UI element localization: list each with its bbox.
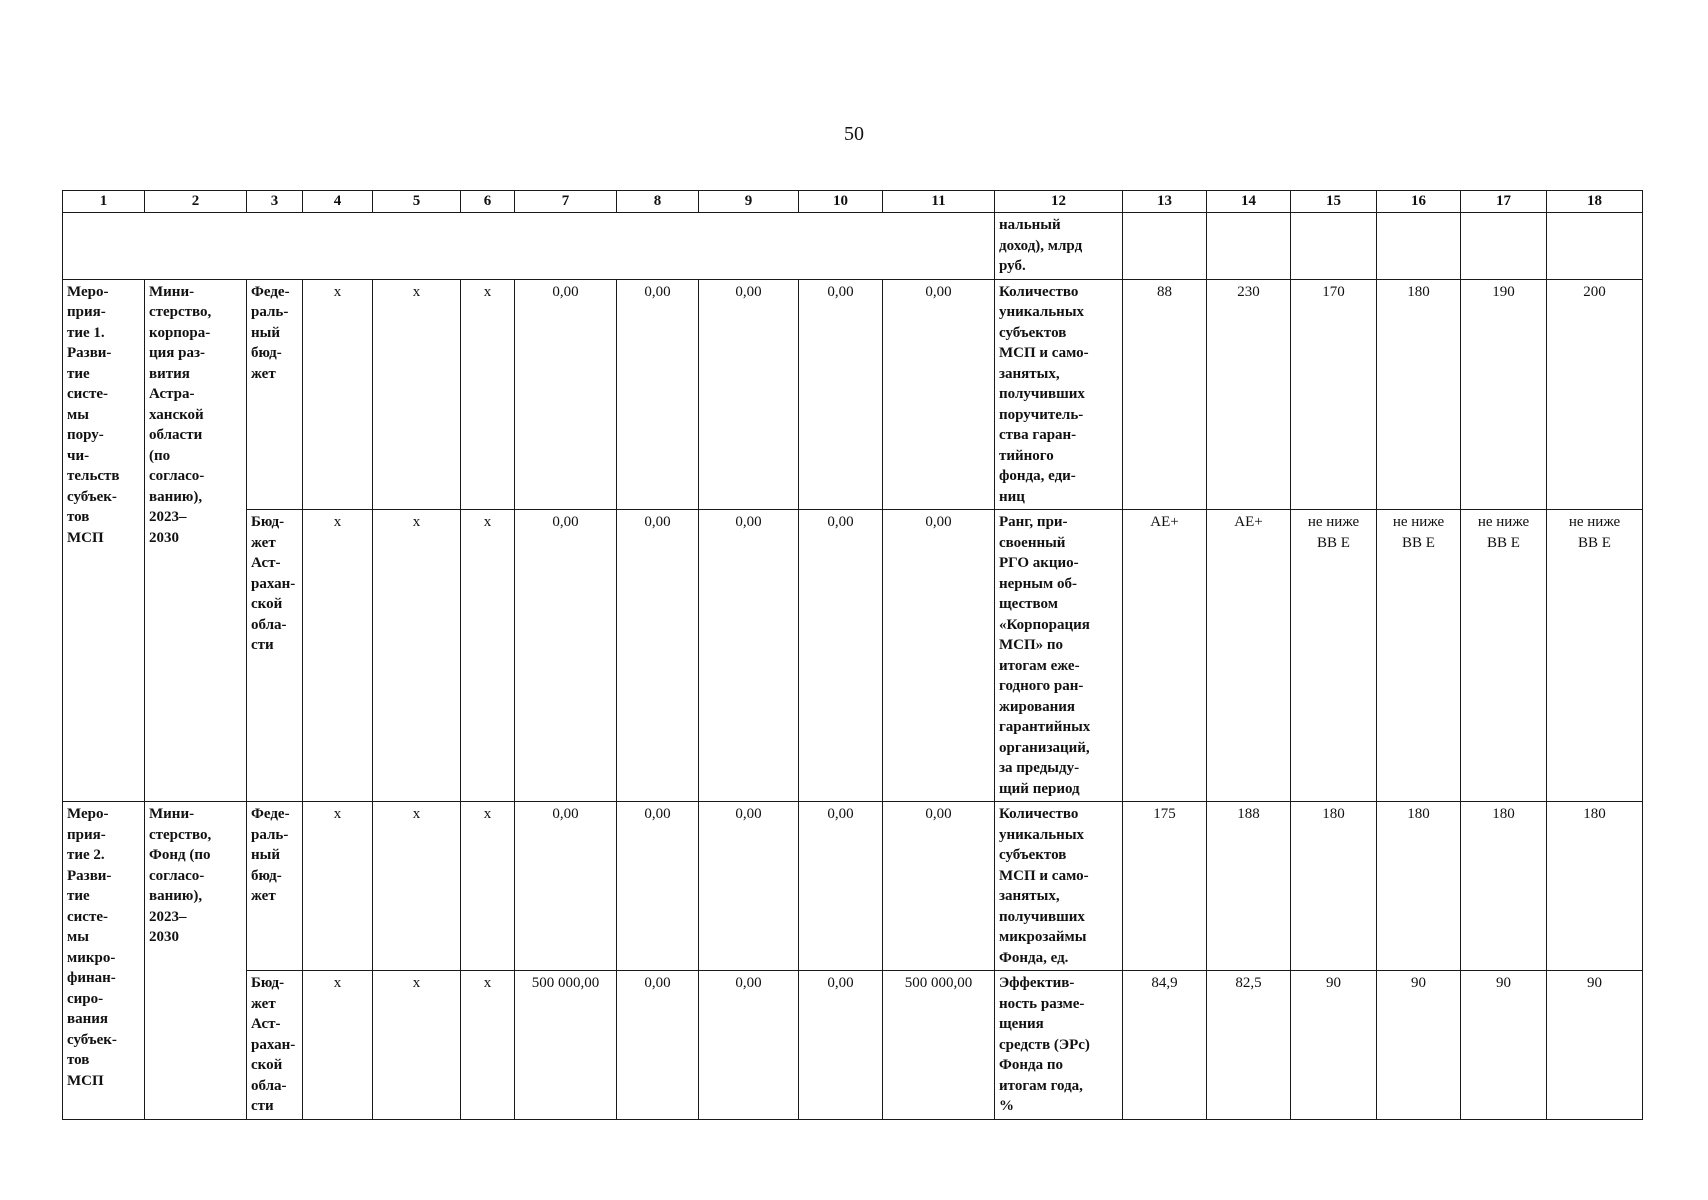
- value-18: 180: [1547, 802, 1643, 971]
- funding-source: Феде- раль- ный бюд- жет: [247, 802, 303, 971]
- cell-4: х: [303, 279, 373, 510]
- value-14: АЕ+: [1207, 510, 1291, 802]
- continuation-indicator: нальный доход), млрд руб.: [995, 213, 1123, 280]
- col-num-6: 6: [461, 191, 515, 213]
- value-13: 84,9: [1123, 971, 1207, 1120]
- col-num-10: 10: [799, 191, 883, 213]
- value-16: 90: [1377, 971, 1461, 1120]
- value-14: 230: [1207, 279, 1291, 510]
- cell-6: х: [461, 279, 515, 510]
- value-14: 82,5: [1207, 971, 1291, 1120]
- cell-5: х: [373, 971, 461, 1120]
- cell-9: 0,00: [699, 279, 799, 510]
- col-num-11: 11: [883, 191, 995, 213]
- value-18: не ниже ВВ Е: [1547, 510, 1643, 802]
- continuation-row: [63, 213, 1643, 280]
- value-15: 90: [1291, 971, 1377, 1120]
- value-16: 180: [1377, 802, 1461, 971]
- cell-5: х: [373, 802, 461, 971]
- cell-7: 0,00: [515, 510, 617, 802]
- value-17: 90: [1461, 971, 1547, 1120]
- col-num-13: 13: [1123, 191, 1207, 213]
- col-num-3: 3: [247, 191, 303, 213]
- funding-source: Бюд- жет Аст- рахан- ской обла- сти: [247, 510, 303, 802]
- col-num-9: 9: [699, 191, 799, 213]
- cell-8: 0,00: [617, 971, 699, 1120]
- cell-9: 0,00: [699, 971, 799, 1120]
- cell-11: 0,00: [883, 279, 995, 510]
- value-15: не ниже ВВ Е: [1291, 510, 1377, 802]
- cell-6: х: [461, 510, 515, 802]
- cell-10: 0,00: [799, 510, 883, 802]
- table-row: [63, 802, 1643, 971]
- continuation-empty-cell: [63, 213, 995, 280]
- column-number-row: [63, 191, 1643, 213]
- value-13: АЕ+: [1123, 510, 1207, 802]
- measure-2-executor: Мини- стерство, Фонд (по согласо- ванию), 2023– 2030: [145, 802, 247, 1120]
- cell-5: х: [373, 510, 461, 802]
- value-13: 88: [1123, 279, 1207, 510]
- cell-11: 0,00: [883, 510, 995, 802]
- cell-10: 0,00: [799, 971, 883, 1120]
- continuation-cell-15: [1291, 213, 1377, 280]
- table-row: [63, 510, 1643, 802]
- continuation-cell-17: [1461, 213, 1547, 280]
- program-table: [62, 190, 1643, 1120]
- col-num-17: 17: [1461, 191, 1547, 213]
- funding-source: Феде- раль- ный бюд- жет: [247, 279, 303, 510]
- col-num-7: 7: [515, 191, 617, 213]
- indicator-name: Эффектив- ность разме- щения средств (ЭРс) Фонда по итогам года, %: [995, 971, 1123, 1120]
- cell-8: 0,00: [617, 510, 699, 802]
- col-num-1: 1: [63, 191, 145, 213]
- cell-5: х: [373, 279, 461, 510]
- cell-6: х: [461, 971, 515, 1120]
- cell-8: 0,00: [617, 802, 699, 971]
- indicator-name: Количество уникальных субъектов МСП и само- занятых, получивших поручитель- ства гаран- тийного фонда, еди- ниц: [995, 279, 1123, 510]
- cell-4: х: [303, 971, 373, 1120]
- col-num-2: 2: [145, 191, 247, 213]
- value-17: не ниже ВВ Е: [1461, 510, 1547, 802]
- col-num-18: 18: [1547, 191, 1643, 213]
- col-num-16: 16: [1377, 191, 1461, 213]
- value-18: 200: [1547, 279, 1643, 510]
- cell-7: 0,00: [515, 802, 617, 971]
- value-17: 190: [1461, 279, 1547, 510]
- table-row: [63, 971, 1643, 1120]
- col-num-14: 14: [1207, 191, 1291, 213]
- indicator-name: Ранг, при- своенный РГО акцио- нерным об- ществом «Корпорация МСП» по итогам еже- годного ран- жирования гарантийных организаций, за предыду- щий период: [995, 510, 1123, 802]
- value-16: не ниже ВВ Е: [1377, 510, 1461, 802]
- continuation-cell-14: [1207, 213, 1291, 280]
- col-num-5: 5: [373, 191, 461, 213]
- cell-9: 0,00: [699, 802, 799, 971]
- funding-source: Бюд- жет Аст- рахан- ской обла- сти: [247, 971, 303, 1120]
- cell-10: 0,00: [799, 279, 883, 510]
- value-15: 170: [1291, 279, 1377, 510]
- measure-1-executor: Мини- стерство, корпора- ция раз- вития Астра- ханской области (по согласо- ванию), 2023– 2030: [145, 279, 247, 802]
- value-15: 180: [1291, 802, 1377, 971]
- table-row: [63, 279, 1643, 510]
- cell-6: х: [461, 802, 515, 971]
- col-num-15: 15: [1291, 191, 1377, 213]
- cell-10: 0,00: [799, 802, 883, 971]
- cell-11: 500 000,00: [883, 971, 995, 1120]
- cell-9: 0,00: [699, 510, 799, 802]
- value-14: 188: [1207, 802, 1291, 971]
- value-18: 90: [1547, 971, 1643, 1120]
- continuation-cell-18: [1547, 213, 1643, 280]
- cell-4: х: [303, 802, 373, 971]
- measure-1-name: Меро- прия- тие 1. Разви- тие систе- мы пору- чи- тельств субъек- тов МСП: [63, 279, 145, 802]
- indicator-name: Количество уникальных субъектов МСП и само- занятых, получивших микрозаймы Фонда, ед.: [995, 802, 1123, 971]
- cell-7: 0,00: [515, 279, 617, 510]
- measure-2-name: Меро- прия- тие 2. Разви- тие систе- мы микро- финан- сиро- вания субъек- тов МСП: [63, 802, 145, 1120]
- page-number: 50: [844, 123, 864, 145]
- cell-8: 0,00: [617, 279, 699, 510]
- value-17: 180: [1461, 802, 1547, 971]
- value-13: 175: [1123, 802, 1207, 971]
- continuation-cell-16: [1377, 213, 1461, 280]
- col-num-4: 4: [303, 191, 373, 213]
- cell-11: 0,00: [883, 802, 995, 971]
- cell-7: 500 000,00: [515, 971, 617, 1120]
- col-num-12: 12: [995, 191, 1123, 213]
- col-num-8: 8: [617, 191, 699, 213]
- cell-4: х: [303, 510, 373, 802]
- value-16: 180: [1377, 279, 1461, 510]
- continuation-cell-13: [1123, 213, 1207, 280]
